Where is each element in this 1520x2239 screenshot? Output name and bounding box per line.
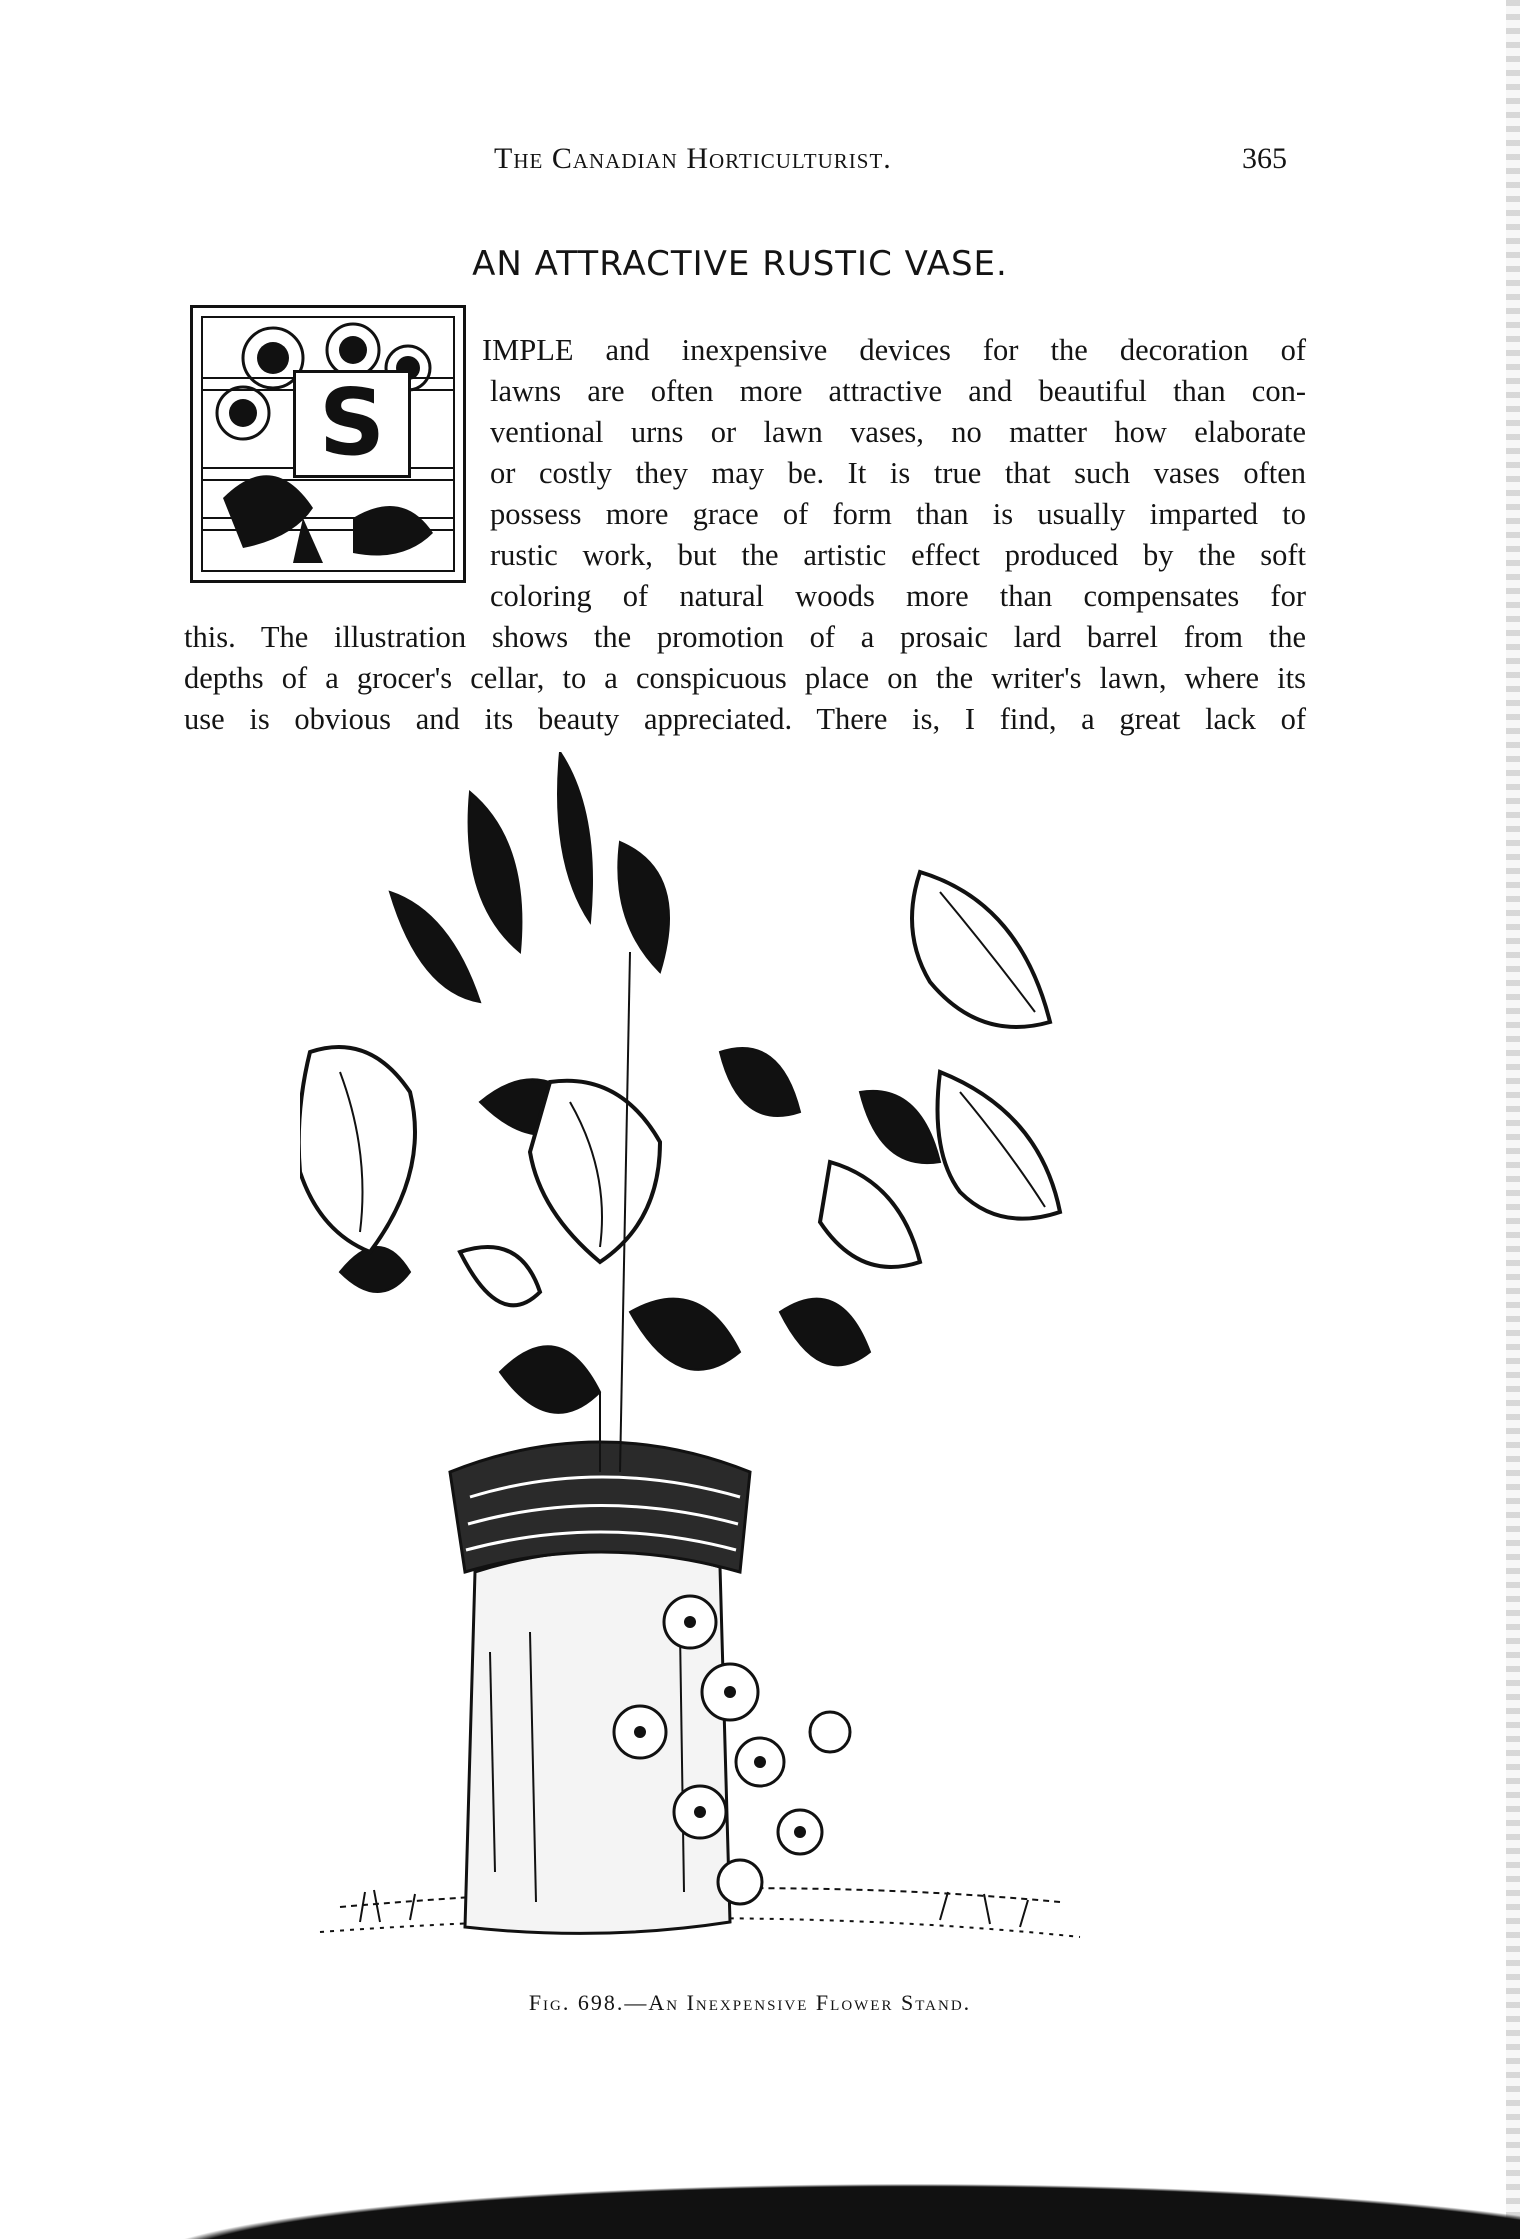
body-line: or costly they may be. It is true that such vases often bbox=[490, 456, 1306, 490]
page-edge-right bbox=[1506, 0, 1520, 2239]
drop-cap-letter: S bbox=[293, 370, 411, 478]
flower-stand-drawing bbox=[300, 752, 1180, 1970]
figure-caption: Fig. 698.—An Inexpensive Flower Stand. bbox=[528, 1990, 972, 2015]
flower-stand-illustration bbox=[300, 752, 1180, 1970]
body-line: this. The illustration shows the promotion of a prosaic lard barrel from the bbox=[184, 620, 1306, 654]
body-line: ventional urns or lawn vases, no matter how elaborate bbox=[490, 415, 1306, 449]
body-line: possess more grace of form than is usually imparted to bbox=[490, 497, 1306, 531]
article-body bbox=[184, 330, 1306, 740]
body-line: IMPLE and inexpensive devices for the decoration of bbox=[482, 333, 1306, 367]
body-line: lawns are often more attractive and beautiful than con- bbox=[490, 374, 1306, 408]
page-edge-bottom bbox=[0, 2169, 1520, 2239]
body-line: use is obvious and its beauty appreciated. There is, I find, a great lack of bbox=[184, 702, 1306, 736]
running-head: The Canadian Horticulturist. bbox=[494, 142, 892, 175]
body-line: rustic work, but the artistic effect produced by the soft bbox=[490, 538, 1306, 572]
page-number: 365 bbox=[1242, 142, 1287, 175]
body-line: coloring of natural woods more than compensates for bbox=[490, 579, 1306, 613]
body-line: depths of a grocer's cellar, to a conspicuous place on the writer's lawn, where its bbox=[184, 661, 1306, 695]
article-title: AN ATTRACTIVE RUSTIC VASE. bbox=[472, 244, 1008, 284]
